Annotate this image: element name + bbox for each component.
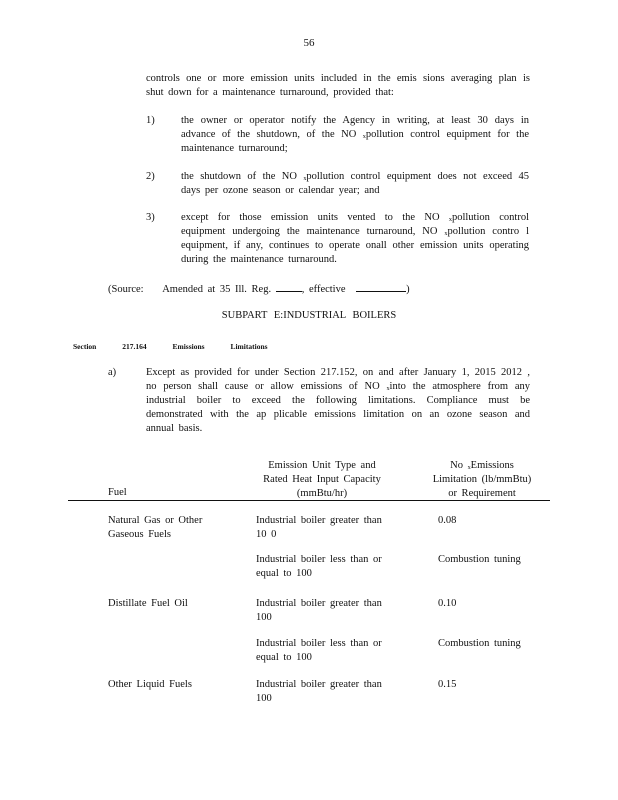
table-row-1-limit: 0.08 bbox=[438, 515, 457, 526]
source-text: Amended at 35 Ill. Reg. bbox=[162, 284, 272, 295]
header-unit-type-line-1: Emission Unit Type and bbox=[268, 460, 376, 471]
item-a-number: a) bbox=[108, 367, 117, 378]
header-limitation-line-2: Limitation (lb/mmBtu) bbox=[432, 474, 532, 485]
source-middle: , effective bbox=[301, 284, 346, 295]
table-row-4-type: Industrial boiler less than or equal to 100 bbox=[256, 638, 382, 663]
item-a-text: Except as provided for under Section 217.152, on and after January 1, 2015 2012 , no person shall cause or allow emissions of NO ₓinto the atmosphere from any industrial boiler to exceed the following limitations. Compliance must be demonstrated with the ap plicable emissions limitation on an ozone season and annual basis. bbox=[146, 367, 530, 434]
condition-1-number: 1) bbox=[146, 115, 155, 126]
section-title-2: Limitations bbox=[230, 342, 268, 351]
intro-paragraph: controls one or more emission units included in the emis sions averaging plan is shut down for a maintenance turnaround, provided that: bbox=[146, 73, 530, 98]
header-limitation bbox=[422, 459, 542, 501]
condition-3-number: 3) bbox=[146, 212, 155, 223]
table-row-2-limit: Combustion tuning bbox=[438, 554, 521, 565]
header-limitation-line-1: No ₓEmissions bbox=[450, 460, 514, 471]
table-row-5-limit: 0.15 bbox=[438, 679, 457, 690]
header-fuel: Fuel bbox=[108, 487, 127, 498]
table-row-5-type: Industrial boiler greater than 100 bbox=[256, 679, 382, 704]
header-unit-type-line-2: Rated Heat Input Capacity bbox=[263, 474, 381, 485]
table-row-4-limit: Combustion tuning bbox=[438, 638, 521, 649]
header-limitation-line-3: or Requirement bbox=[448, 488, 516, 499]
section-label: Section bbox=[73, 342, 97, 351]
table-row-2-type: Industrial boiler less than or equal to 100 bbox=[256, 554, 382, 579]
section-title-1: Emissions bbox=[172, 342, 205, 351]
table-row-3-limit: 0.10 bbox=[438, 598, 457, 609]
reg-blank bbox=[276, 281, 302, 292]
condition-1-text: the owner or operator notify the Agency in writing, at least 30 days in advance of the shutdown, of the NO ₓpollution control equipment for the maintenance turnaround; bbox=[181, 115, 529, 154]
table-row-1-type: Industrial boiler greater than 10 0 bbox=[256, 515, 382, 540]
table-row-1-fuel: Natural Gas or Other Gaseous Fuels bbox=[108, 515, 203, 540]
table-row-5-fuel: Other Liquid Fuels bbox=[108, 679, 192, 690]
header-unit-type-line-3: (mmBtu/hr) bbox=[296, 488, 348, 499]
condition-3-text: except for those emission units vented to the NO ₓpollution control equipment undergoing the maintenance turnaround, NO ₓpollution contro l equipment, if any, continues to operate onall other emission units operating during the maintenance turnaround. bbox=[181, 212, 529, 265]
subpart-title: SUBPART E:INDUSTRIAL BOILERS bbox=[221, 310, 397, 321]
page-number: 56 bbox=[303, 37, 315, 49]
header-unit-type bbox=[238, 459, 406, 501]
table-row-3-type: Industrial boiler greater than 100 bbox=[256, 598, 382, 623]
table-header-rule bbox=[68, 500, 550, 501]
effective-blank bbox=[356, 281, 406, 292]
source-prefix: (Source: bbox=[108, 284, 144, 295]
source-suffix: ) bbox=[406, 284, 410, 295]
condition-2-number: 2) bbox=[146, 171, 155, 182]
condition-2-text: the shutdown of the NO ₓpollution control equipment does not exceed 45 days per ozone season or calendar year; and bbox=[181, 171, 529, 196]
table-row-3-fuel: Distillate Fuel Oil bbox=[108, 598, 188, 609]
section-number: 217.164 bbox=[122, 342, 147, 351]
source-note bbox=[108, 281, 410, 297]
section-heading bbox=[73, 340, 292, 354]
